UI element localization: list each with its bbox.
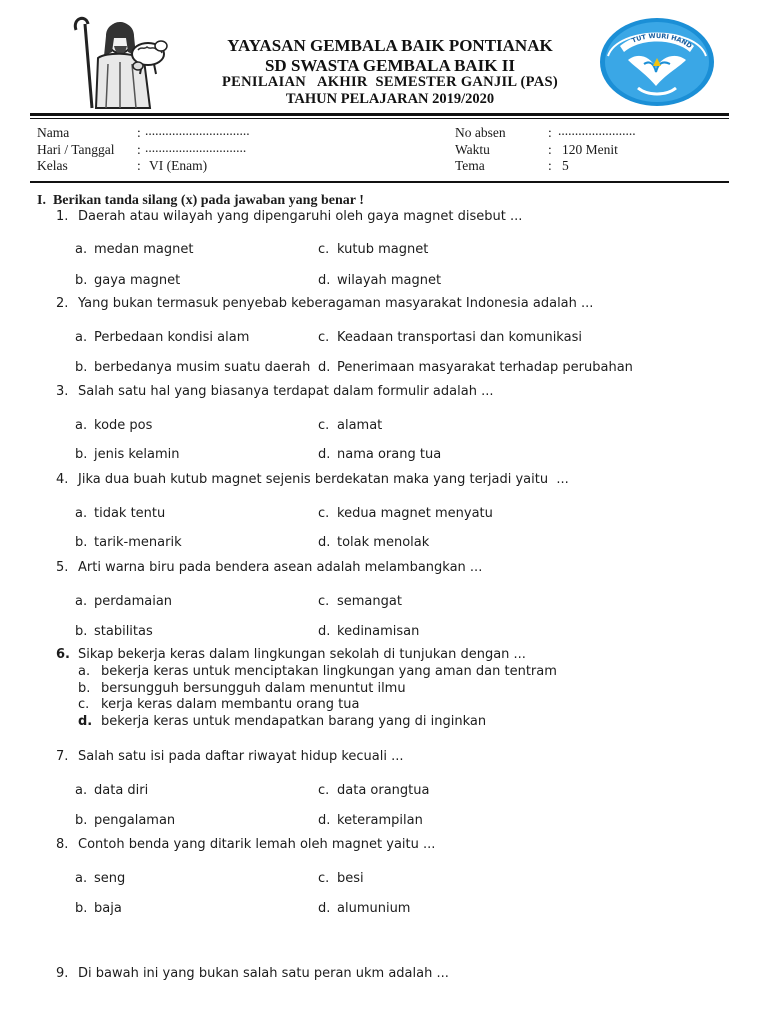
option-text: seng <box>94 871 126 886</box>
question-text: Salah satu hal yang biasanya terdapat dalam formulir adalah ... <box>78 384 494 399</box>
option-text: bekerja keras untuk mendapatkan barang yang di inginkan <box>101 714 487 729</box>
option-7d[interactable] <box>318 813 423 828</box>
option-text: data orangtua <box>337 783 430 798</box>
option-text: stabilitas <box>94 624 153 639</box>
question-2 <box>56 296 594 311</box>
option-text: bekerja keras untuk menciptakan lingkungan yang aman dan tentram <box>101 664 557 679</box>
option-letter: c. <box>318 871 330 886</box>
option-6a[interactable] <box>78 664 557 679</box>
ministry-emblem-icon <box>598 16 716 108</box>
option-text: Perbedaan kondisi alam <box>94 330 250 345</box>
section-instruction: I. Berikan tanda silang (x) pada jawaban yang benar ! <box>37 193 364 208</box>
option-letter: b. <box>75 624 88 639</box>
option-text: kerja keras dalam membantu orang tua <box>101 697 360 712</box>
option-letter: c. <box>318 783 330 798</box>
option-text: wilayah magnet <box>337 273 442 288</box>
question-text: Daerah atau wilayah yang dipengaruhi oleh gaya magnet disebut ... <box>78 209 523 224</box>
option-letter: c. <box>318 330 330 345</box>
option-text: tolak menolak <box>337 535 430 550</box>
option-5b[interactable] <box>75 624 153 639</box>
school-name: SD SWASTA GEMBALA BAIK II <box>264 56 516 75</box>
question-number: 5. <box>56 560 69 575</box>
option-letter: a. <box>75 506 88 521</box>
question-text: Salah satu isi pada daftar riwayat hidup kecuali ... <box>78 749 404 764</box>
option-text: gaya magnet <box>94 273 181 288</box>
logo-motto-text: TUT WURI HAND <box>630 31 694 51</box>
option-7a[interactable] <box>75 783 149 798</box>
option-text: tidak tentu <box>94 506 166 521</box>
option-letter: d. <box>318 901 331 916</box>
option-4b[interactable] <box>75 535 182 550</box>
theme-colon: : <box>548 158 552 173</box>
question-9 <box>56 966 449 981</box>
question-number: 8. <box>56 837 69 852</box>
time-label: Waktu <box>455 142 490 157</box>
option-8a[interactable] <box>75 871 126 886</box>
option-text: kode pos <box>94 418 153 433</box>
option-letter: a. <box>75 783 88 798</box>
option-text: medan magnet <box>94 242 194 257</box>
option-text: keterampilan <box>337 813 423 828</box>
option-letter: d. <box>318 624 331 639</box>
option-letter: b. <box>75 273 88 288</box>
option-6b[interactable] <box>78 681 406 696</box>
question-1 <box>56 209 523 224</box>
question-text: Jika dua buah kutub magnet sejenis berdekatan maka yang terjadi yaitu ... <box>78 472 569 487</box>
option-2c[interactable] <box>318 330 582 345</box>
question-number: 7. <box>56 749 69 764</box>
option-letter: b. <box>78 681 91 696</box>
question-text: Yang bukan termasuk penyebab keberagaman masyarakat Indonesia adalah ... <box>78 296 594 311</box>
identity-rule <box>30 181 729 183</box>
option-4c[interactable] <box>318 506 493 521</box>
option-4d[interactable] <box>318 535 430 550</box>
question-text: Arti warna biru pada bendera asean adalah melambangkan ... <box>78 560 483 575</box>
option-7b[interactable] <box>75 813 176 828</box>
option-text: baja <box>94 901 122 916</box>
absen-colon: : <box>548 125 552 140</box>
option-letter: c. <box>318 594 330 609</box>
option-text: kedinamisan <box>337 624 420 639</box>
option-text: kedua magnet menyatu <box>337 506 493 521</box>
option-text: alamat <box>337 418 383 433</box>
option-text: besi <box>337 871 364 886</box>
option-text: perdamaian <box>94 594 173 609</box>
class-label: Kelas <box>37 158 68 173</box>
absen-label: No absen <box>455 125 506 140</box>
time-value: 120 Menit <box>562 142 618 157</box>
question-number: 2. <box>56 296 69 311</box>
option-letter: c. <box>318 418 330 433</box>
question-7 <box>56 749 404 764</box>
question-number: 1. <box>56 209 69 224</box>
question-text: Sikap bekerja keras dalam lingkungan sekolah di tunjukan dengan ... <box>78 647 526 662</box>
option-letter: b. <box>75 901 88 916</box>
option-letter: c. <box>78 697 90 712</box>
name-colon: : <box>137 125 141 140</box>
option-5c[interactable] <box>318 594 402 609</box>
option-text: Penerimaan masyarakat terhadap perubahan <box>337 360 633 375</box>
option-3d[interactable] <box>318 447 442 462</box>
option-6d[interactable] <box>78 714 487 729</box>
option-letter: d. <box>318 535 331 550</box>
question-text: Contoh benda yang ditarik lemah oleh magnet yaitu ... <box>78 837 436 852</box>
question-8 <box>56 837 436 852</box>
theme-label: Tema <box>455 158 485 173</box>
option-letter: d. <box>318 273 331 288</box>
question-number: 9. <box>56 966 69 981</box>
option-3c[interactable] <box>318 418 383 433</box>
option-5d[interactable] <box>318 624 420 639</box>
option-3a[interactable] <box>75 418 153 433</box>
option-1a[interactable] <box>75 242 194 257</box>
theme-value: 5 <box>562 158 569 173</box>
option-text: pengalaman <box>94 813 176 828</box>
question-number: 4. <box>56 472 69 487</box>
option-2b[interactable] <box>75 360 311 375</box>
option-letter: b. <box>75 813 88 828</box>
option-1c[interactable] <box>318 242 429 257</box>
option-letter: b. <box>75 535 88 550</box>
option-2d[interactable] <box>318 360 633 375</box>
option-letter: d. <box>318 360 331 375</box>
academic-year: TAHUN PELAJARAN 2019/2020 <box>285 91 495 107</box>
option-text: kutub magnet <box>337 242 429 257</box>
option-text: berbedanya musim suatu daerah <box>94 360 311 375</box>
option-6c[interactable] <box>78 697 360 712</box>
tut-wuri-handayani-logo <box>598 16 716 108</box>
option-text: bersungguh bersungguh dalam menuntut ilmu <box>101 681 406 696</box>
option-letter: c. <box>318 242 330 257</box>
date-colon: : <box>137 142 141 157</box>
question-6 <box>56 647 526 662</box>
question-3 <box>56 384 494 399</box>
option-letter: d. <box>78 714 93 729</box>
option-8c[interactable] <box>318 871 364 886</box>
foundation-name: YAYASAN GEMBALA BAIK PONTIANAK <box>227 36 553 55</box>
option-text: nama orang tua <box>337 447 442 462</box>
option-text: alumunium <box>337 901 411 916</box>
option-8b[interactable] <box>75 901 122 916</box>
question-number: 6. <box>56 647 70 662</box>
option-letter: a. <box>75 330 88 345</box>
question-number: 3. <box>56 384 69 399</box>
option-text: data diri <box>94 783 149 798</box>
option-letter: a. <box>78 664 91 679</box>
option-5a[interactable] <box>75 594 173 609</box>
option-text: semangat <box>337 594 402 609</box>
option-letter: c. <box>318 506 330 521</box>
header-rule-thick <box>30 113 729 116</box>
option-text: tarik-menarik <box>94 535 182 550</box>
option-letter: a. <box>75 242 88 257</box>
absen-blank: ....................... <box>558 123 636 138</box>
option-letter: b. <box>75 360 88 375</box>
name-blank: ............................... <box>145 123 250 138</box>
option-letter: d. <box>318 447 331 462</box>
header-rule-thin <box>30 118 729 119</box>
class-value: VI (Enam) <box>149 158 208 173</box>
option-letter: b. <box>75 447 88 462</box>
option-3b[interactable] <box>75 447 180 462</box>
date-blank: .............................. <box>145 140 247 155</box>
option-1d[interactable] <box>318 273 442 288</box>
option-letter: a. <box>75 871 88 886</box>
name-label: Nama <box>37 125 70 140</box>
exam-title: PENILAIAN AKHIR SEMESTER GANJIL (PAS) <box>221 74 559 90</box>
option-8d[interactable] <box>318 901 411 916</box>
option-letter: a. <box>75 594 88 609</box>
question-text: Di bawah ini yang bukan salah satu peran ukm adalah ... <box>78 966 449 981</box>
time-colon: : <box>548 142 552 157</box>
class-colon: : <box>137 158 141 173</box>
option-letter: d. <box>318 813 331 828</box>
option-text: jenis kelamin <box>94 447 180 462</box>
option-2a[interactable] <box>75 330 250 345</box>
question-5 <box>56 560 483 575</box>
option-1b[interactable] <box>75 273 181 288</box>
option-text: Keadaan transportasi dan komunikasi <box>337 330 582 345</box>
option-letter: a. <box>75 418 88 433</box>
option-7c[interactable] <box>318 783 430 798</box>
date-label: Hari / Tanggal <box>37 142 115 157</box>
option-4a[interactable] <box>75 506 166 521</box>
question-4 <box>56 472 569 487</box>
